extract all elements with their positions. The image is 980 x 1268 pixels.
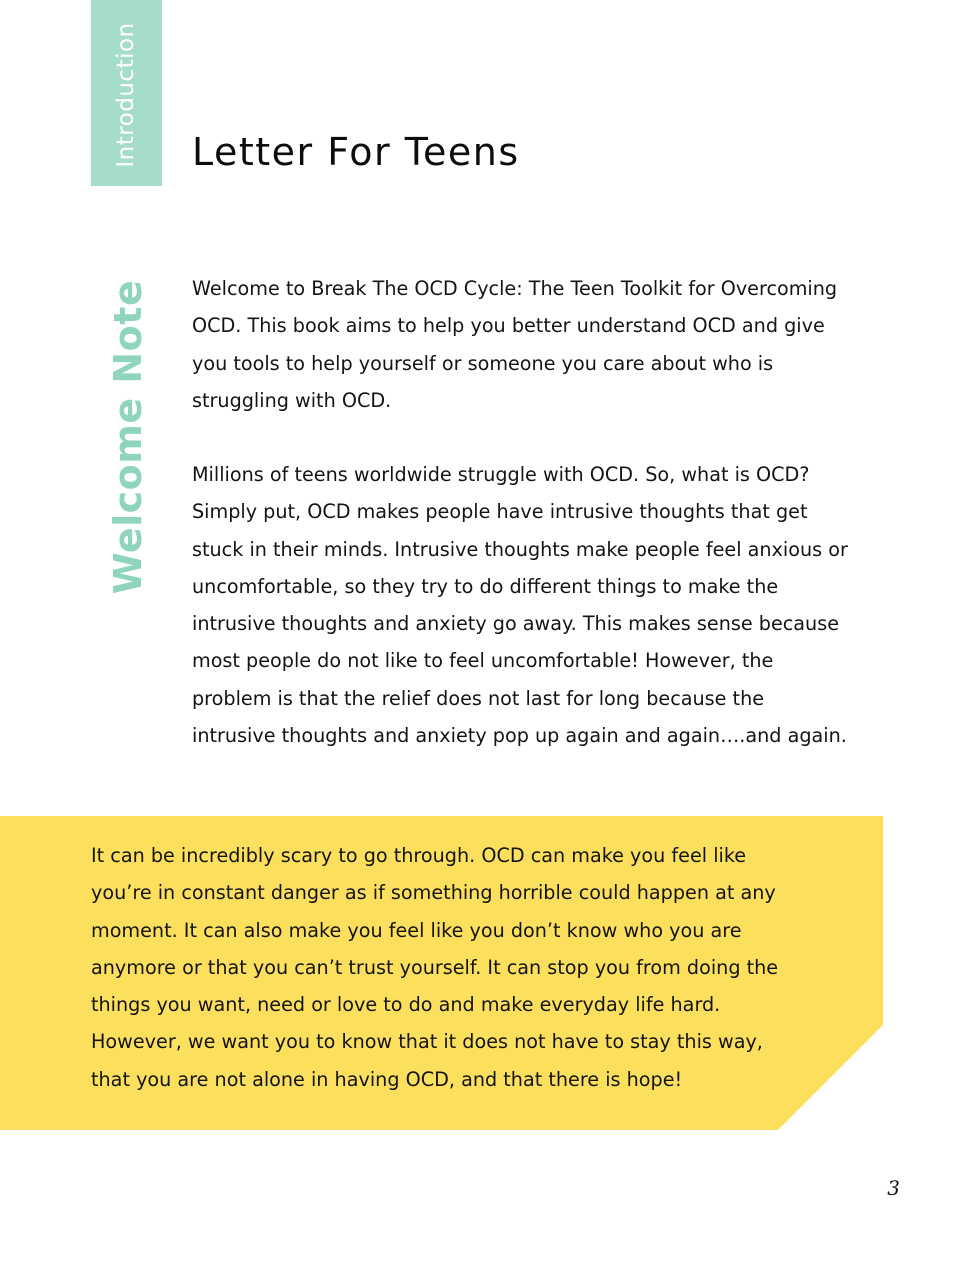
intro-paragraph: Welcome to Break The OCD Cycle: The Teen Toolkit for Overcoming OCD. This book aims to help you better understand OCD and give you tools to help yourself or someone you care about who is struggling with OCD. [192, 277, 838, 412]
section-tab-label: Introduction [113, 22, 139, 168]
side-heading: Welcome Note [106, 279, 150, 595]
ocd-explanation-paragraph: Millions of teens worldwide struggle with OCD. So, what is OCD? Simply put, OCD makes people have intrusive thoughts that get stuck in their minds. Intrusive thoughts make people feel anxious or uncomfortable, so they try to do different things to make the intrusive thoughts and anxiety go away. This makes sense because most people do not like to feel uncomfortable! However, the problem is that the relief does not last for long because the intrusive thoughts and anxiety pop up again and again….and again. [192, 463, 848, 748]
page-title: Letter For Teens [192, 130, 520, 174]
page-number: 3 [887, 1176, 900, 1200]
callout-text: It can be incredibly scary to go through. OCD can make you feel like you’re in constant danger as if something horrible could happen at any moment. It can also make you feel like you don’t know who you are anymore or that you can’t trust yourself. It can stop you from doing the things you want, need or love to do and make everyday life hard. However, we want you to know that it does not have to stay this way, that you are not alone in having OCD, and that there is hope! [91, 844, 779, 1091]
